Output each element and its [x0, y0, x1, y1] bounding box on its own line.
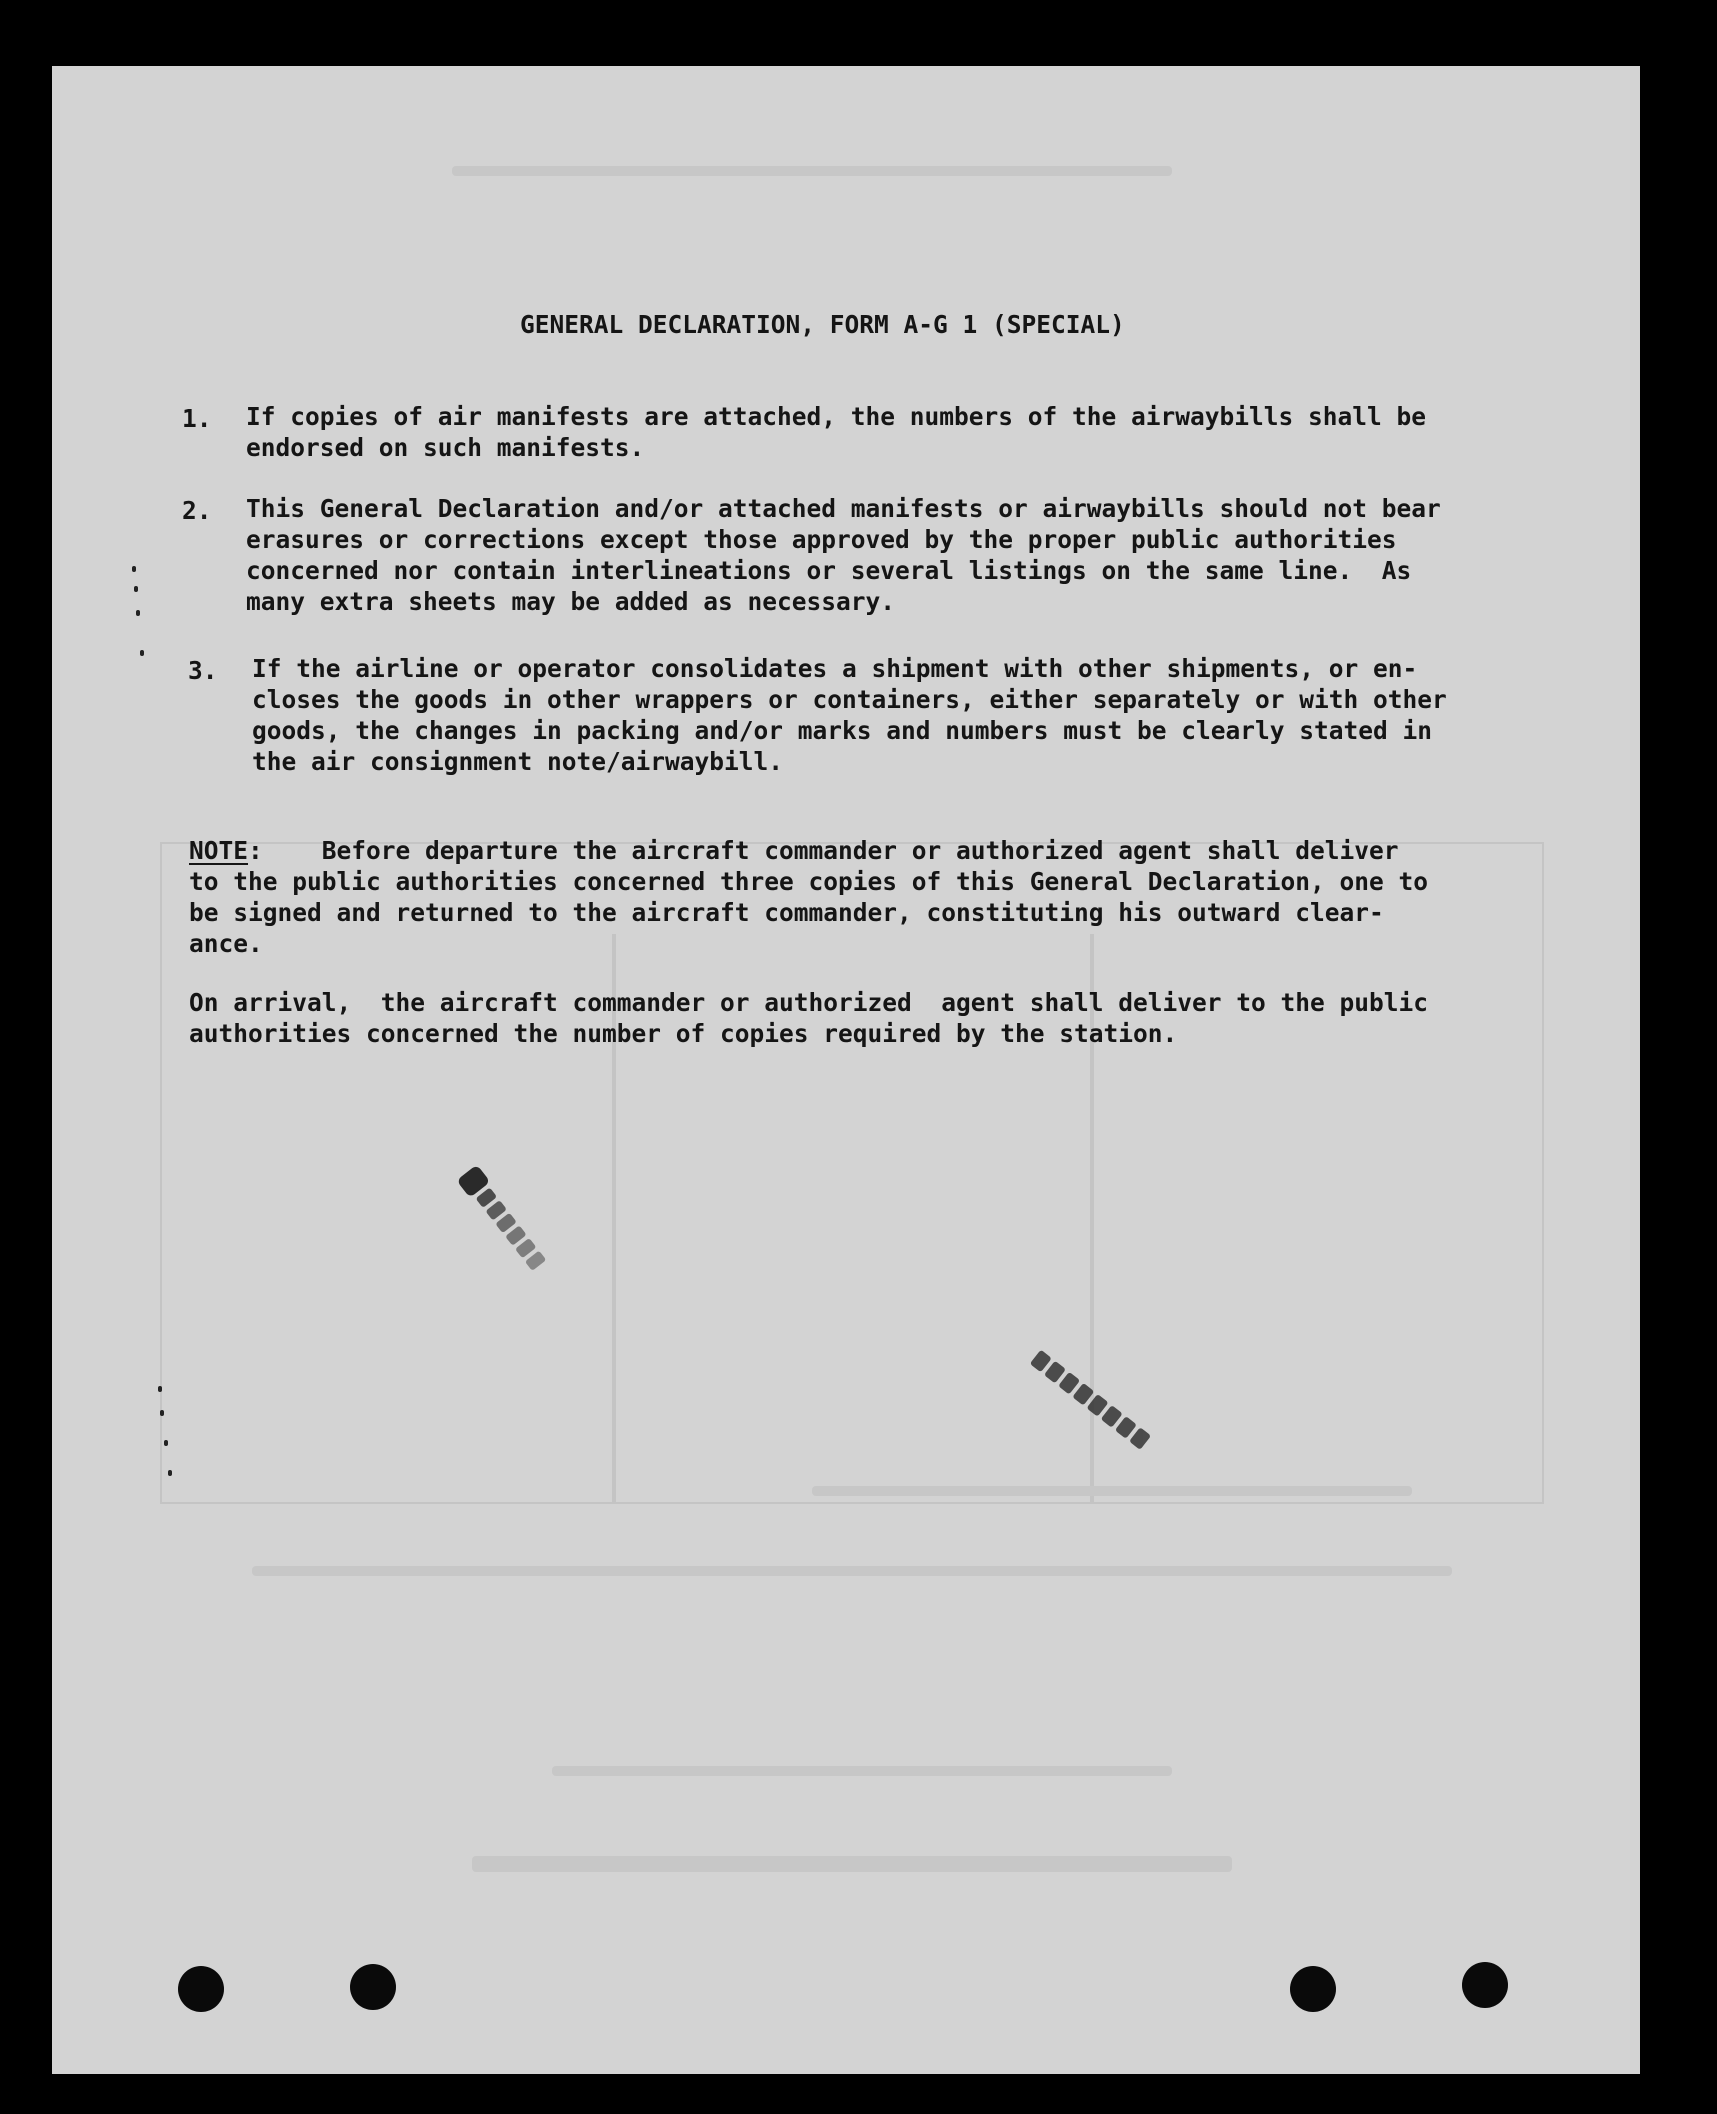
item-2-line: concerned nor contain interlineations or several listings on the same line. As	[246, 556, 1412, 585]
note-line: : Before departure the aircraft commander or authorized agent shall deliver	[248, 836, 1399, 865]
margin-speck	[164, 1440, 168, 1446]
margin-speck	[140, 650, 144, 656]
item-3-line: closes the goods in other wrappers or containers, either separately or with other	[252, 685, 1447, 714]
punch-hole	[1290, 1966, 1336, 2012]
note-line: ance.	[189, 929, 263, 958]
item-2-line: many extra sheets may be added as necessary.	[246, 587, 896, 616]
item-3-line: If the airline or operator consolidates a shipment with other shipments, or en-	[252, 654, 1418, 683]
perforation-stamp-mark	[1012, 1316, 1172, 1486]
item-1-line: If copies of air manifests are attached, the numbers of the airwaybills shall be	[246, 402, 1427, 431]
perforation-stamp-mark	[432, 1126, 572, 1316]
arrival-line: authorities concerned the number of copies required by the station.	[189, 1019, 1178, 1048]
document-title: GENERAL DECLARATION, FORM A-G 1 (SPECIAL)	[520, 310, 1125, 339]
punch-hole	[1462, 1962, 1508, 2008]
reverse-side-line	[552, 1766, 1172, 1776]
note-line: to the public authorities concerned three copies of this General Declaration, one to	[189, 867, 1429, 896]
margin-speck	[134, 586, 138, 592]
punch-hole	[178, 1966, 224, 2012]
item-number: 1.	[182, 404, 212, 433]
note-first-line	[189, 835, 1399, 866]
item-2-line: This General Declaration and/or attached manifests or airwaybills should not bear	[246, 494, 1441, 523]
margin-speck	[136, 610, 140, 616]
reverse-side-line	[252, 1566, 1452, 1576]
arrival-line: On arrival, the aircraft commander or authorized agent shall deliver to the public	[189, 988, 1429, 1017]
note-line: be signed and returned to the aircraft commander, constituting his outward clear-	[189, 898, 1384, 927]
reverse-side-line	[452, 166, 1172, 176]
punch-hole	[350, 1964, 396, 2010]
reverse-side-line	[812, 1486, 1412, 1496]
item-number: 3.	[188, 656, 218, 685]
reverse-side-line	[472, 1856, 1232, 1872]
margin-speck	[168, 1470, 172, 1476]
item-1-line: endorsed on such manifests.	[246, 433, 645, 462]
item-3-line: goods, the changes in packing and/or marks and numbers must be clearly stated in	[252, 716, 1433, 745]
note-label: NOTE	[189, 836, 249, 865]
margin-speck	[132, 566, 136, 572]
margin-speck	[160, 1410, 164, 1416]
item-2-line: erasures or corrections except those approved by the proper public authorities	[246, 525, 1397, 554]
reverse-side-box	[160, 842, 1544, 1504]
document-page	[52, 66, 1640, 2074]
item-3-line: the air consignment note/airwaybill.	[252, 747, 784, 776]
margin-speck	[158, 1386, 162, 1392]
item-number: 2.	[182, 496, 212, 525]
